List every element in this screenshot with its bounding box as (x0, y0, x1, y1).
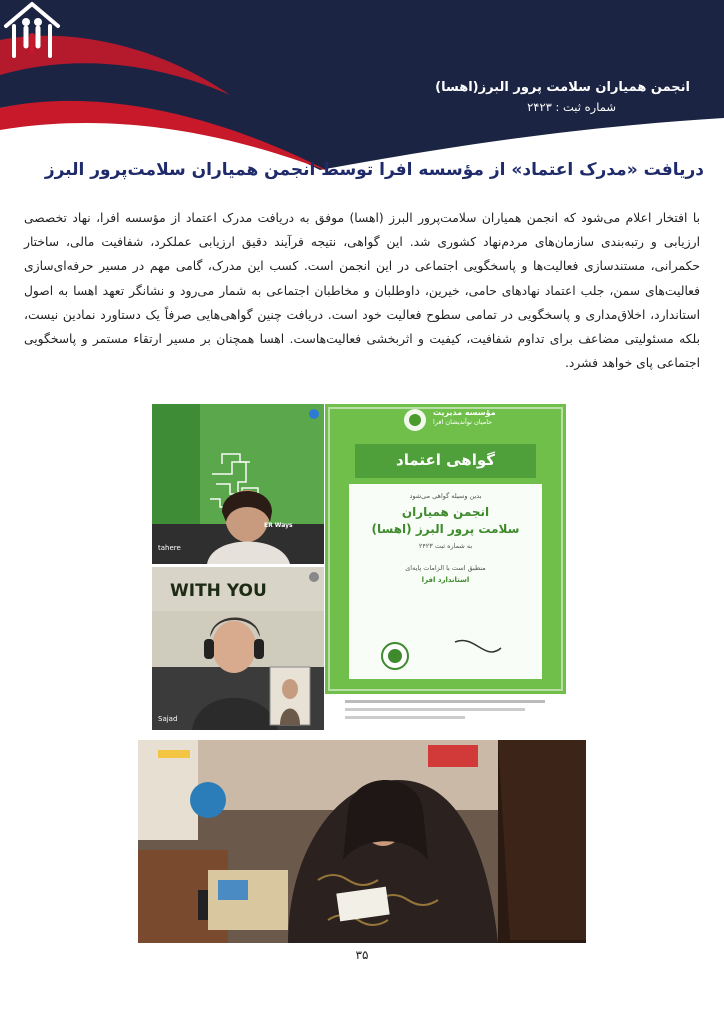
page-number: ۳۵ (355, 948, 369, 962)
video-call-photo-tahere (152, 404, 324, 564)
wall-text: ER Ways (264, 522, 293, 529)
page-title: دریافت «مدرک اعتماد» از مؤسسه افرا توسط انجمن همیاران سلامت‌پرور البرز (44, 160, 704, 180)
office-photo (138, 740, 586, 943)
participant-name-label: tahere (158, 544, 181, 552)
trust-certificate-image (325, 404, 566, 730)
cert-issuer: مؤسسه مدیریت (433, 408, 496, 417)
cert-registration: به شماره ثبت ۲۴۲۳ (418, 542, 473, 550)
cert-standard: استاندارد افرا (421, 576, 470, 584)
house-family-logo-icon (0, 0, 64, 60)
cert-line: بدین وسیله گواهی می‌شود (409, 492, 482, 500)
participant-name-label: Sajad (158, 715, 178, 723)
video-call-photo-sajad (152, 567, 324, 730)
body-paragraph: با افتخار اعلام می‌شود که انجمن همیاران سلامت‌پرور البرز (اهسا) موفق به دریافت مدرک اعتماد از مؤسسه افرا، نهاد تخصصی ارزیابی و رتبه‌بندی سازمان‌های مردم‌نهاد کشوری شد. این گواهی، نتیجه فرآیند دقیق ارزیابی عملکرد، شفافیت مالی، ساختار حکمرانی، مستندسازی فعالیت‌ها و پاسخگویی اجتماعی در این انجمن است. کسب این مدرک، گامی مهم در مسیر حرفه‌ای‌سازی فعالیت‌های سمن، جلب اعتماد نهادهای حامی، خیرین، داوطلبان و مخاطبان اجتماعی به شمار می‌رود و نشانگر تعهد اهسا به اصول استاندارد، اخلاق‌مداری و پاسخگویی در تمامی سطوح فعالیت خود است. دریافت چنین گواهی‌هایی صرفاً یک دستاورد نمادین نیست، بلکه مسئولیتی مضاعف برای تداوم شفافیت، کیفیت و اثربخشی فعالیت‌هاست. اهسا همچنان بر مسیر ارتقاء مستمر و پاسخگویی اجتماعی پای خواهد فشرد. (24, 211, 700, 371)
organization-name: انجمن همیاران سلامت پرور البرز(اهسا) (435, 80, 690, 95)
page-header (0, 0, 724, 170)
cert-recipient-line2: سلامت پرور البرز (اهسا) (371, 522, 520, 536)
banner-text: WITH YOU (170, 581, 267, 601)
cert-heading: گواهی اعتماد (396, 451, 495, 469)
registration-number: شماره ثبت : ۲۴۲۳ (527, 100, 616, 114)
cert-recipient-line1: انجمن همیاران (401, 505, 490, 519)
cert-issuer-subtitle: حامیان نوآندیشان افرا (433, 418, 493, 426)
cert-compliance: منطبق است با الزامات پایه‌ای (405, 564, 486, 572)
